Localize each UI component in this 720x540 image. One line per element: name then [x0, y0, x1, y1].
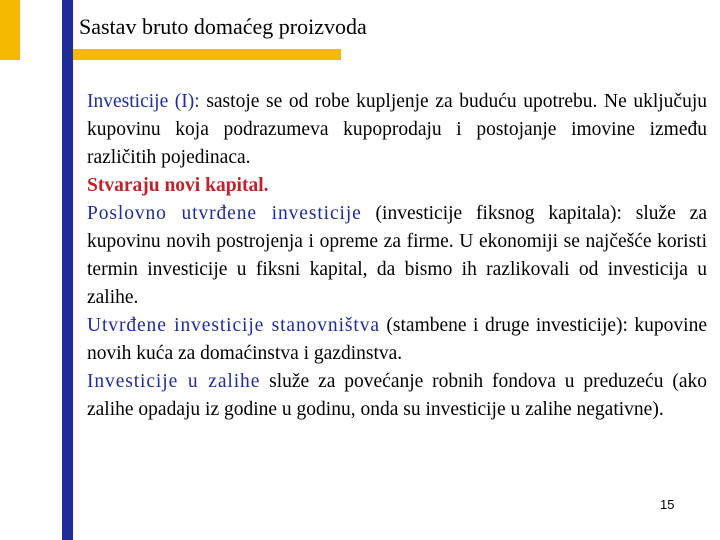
paragraph-zalihe [87, 368, 707, 424]
accent-stripe-yellow [0, 0, 20, 60]
term-investicije: Investicije (I): [87, 91, 200, 112]
paragraph-investicije [87, 88, 707, 172]
text-zalihe: služe za povećanje robnih fondova u preduzeću (ako zalihe opadaju iz godine u godinu, onda su investicije u zalihe negativne). [87, 371, 707, 420]
paragraph-stanovnistva [87, 312, 707, 368]
title-underline-bar [73, 49, 341, 60]
term-poslovno-utvrdene: Poslovno utvrđene investicije [87, 203, 362, 224]
text-poslovno-utvrdene: (investicije fiksnog kapitala): služe za kupovinu novih postrojenja i opreme za firme. U ekonomiji se najčešće koristi termin investicije u fiksni kapital, da bismo ih razlikovali od investicija u zalihe. [87, 203, 707, 308]
term-zalihe: Investicije u zalihe [87, 371, 261, 392]
term-stanovnistva: Utvrđene investicije stanovništva [87, 315, 380, 336]
paragraph-novi-kapital [87, 172, 707, 200]
paragraph-poslovno-utvrdene [87, 200, 707, 312]
slide-body [87, 88, 707, 424]
page-number: 15 [660, 497, 675, 512]
highlight-novi-kapital: Stvaraju novi kapital. [87, 175, 269, 196]
accent-stripe-blue [62, 0, 73, 540]
text-stanovnistva: (stambene i druge investicije): kupovine novih kuća za domaćinstva i gazdinstva. [87, 315, 708, 364]
slide-title: Sastav bruto domaćeg proizvoda [79, 14, 367, 39]
text-investicije: sastoje se od robe kupljenje za buduću upotrebu. Ne uključuju kupovinu koja podrazumeva kupoprodaju i postojanje imovine između različitih pojedinaca. [87, 91, 707, 168]
